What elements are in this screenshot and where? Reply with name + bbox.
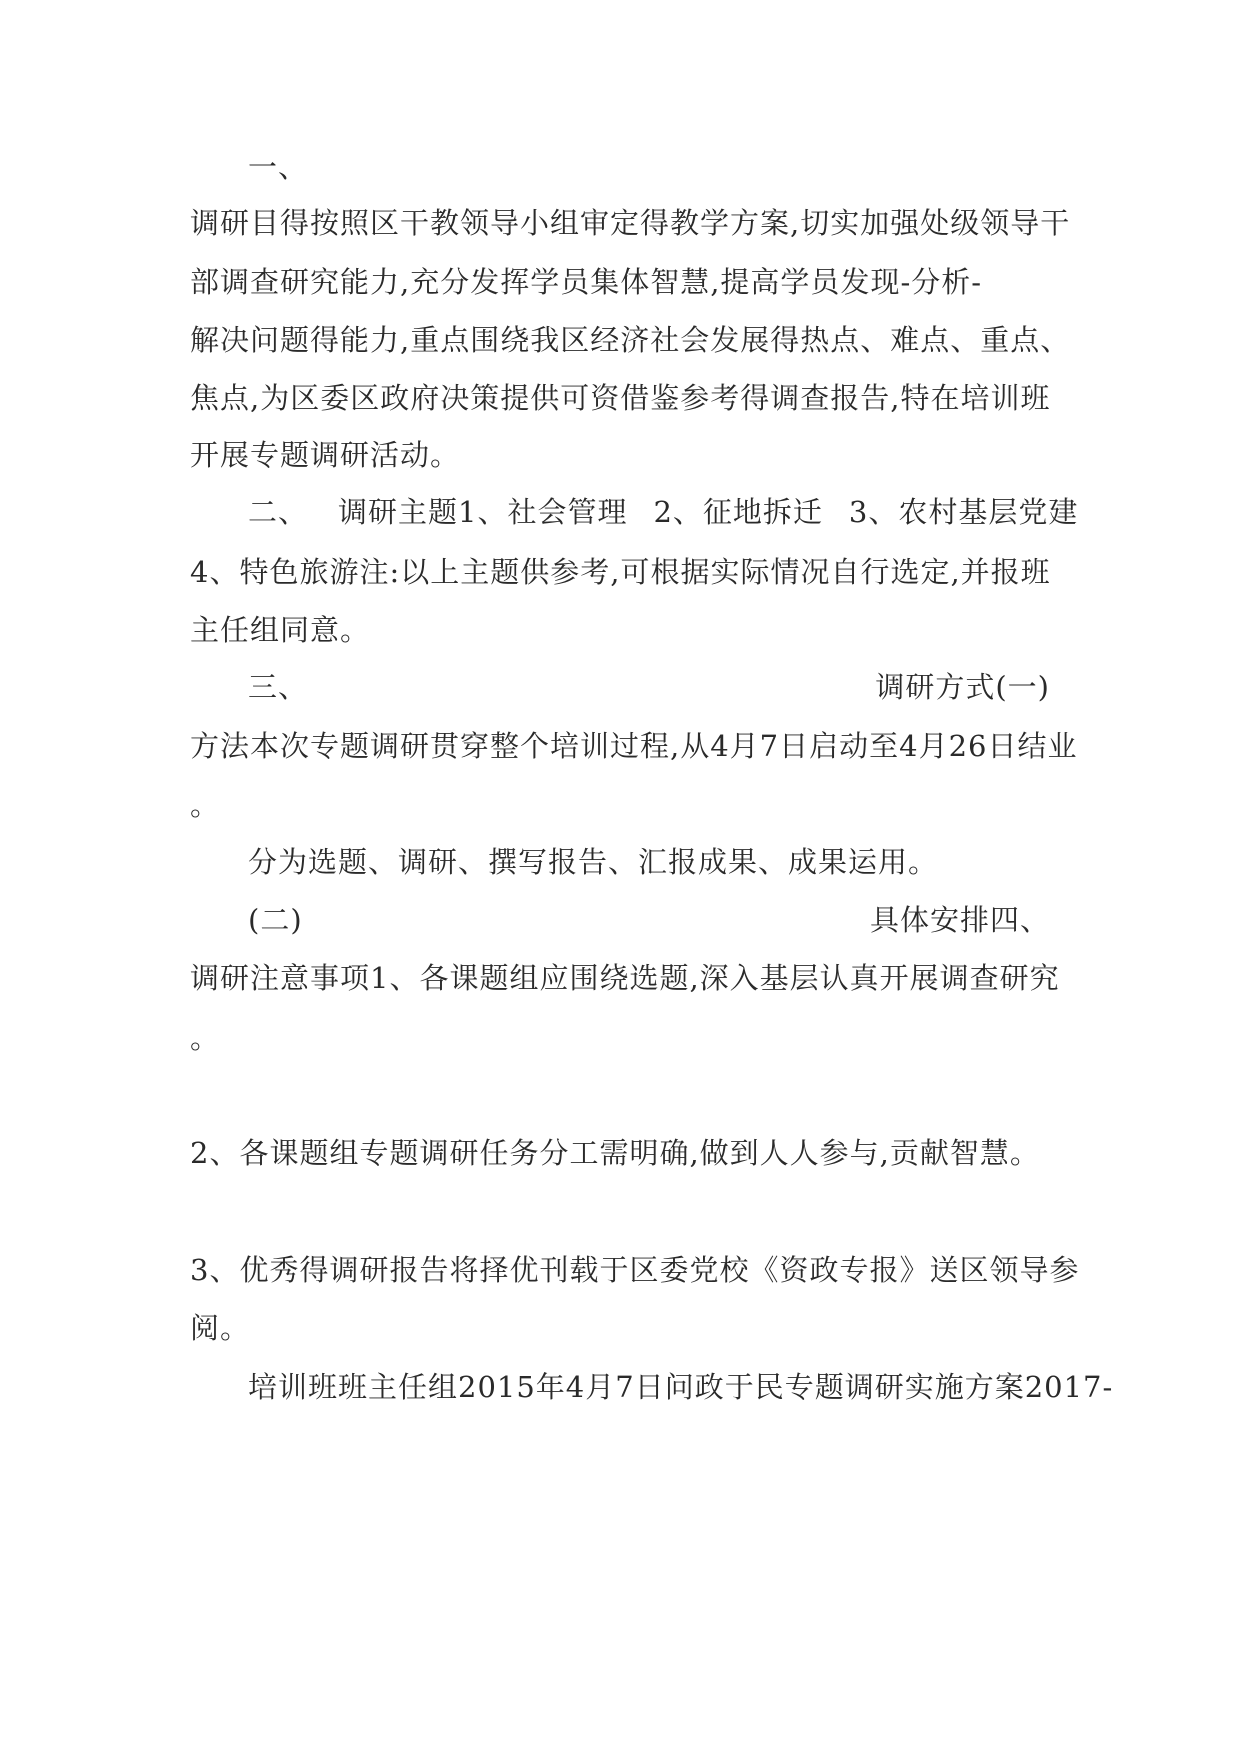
topic-2: 2、征地拆迁 (653, 495, 823, 529)
topic-3: 3、农村基层党建 (848, 495, 1079, 529)
footer-line: 培训班班主任组2015年4月7日问政于民专题调研实施方案2017- (248, 1370, 1114, 1404)
paragraph-line: 。 (190, 788, 221, 822)
section-1-number: 一、 (248, 150, 309, 184)
subsection-heading (248, 900, 1050, 940)
paragraph-line: 。 (190, 1021, 221, 1055)
note-3: 3、优秀得调研报告将择优刊载于区委党校《资政专报》送区领导参 (190, 1253, 1080, 1287)
paragraph-line: 调研注意事项1、各课题组应围绕选题,深入基层认真开展调查研究 (190, 961, 1060, 995)
paragraph-line: 部调查研究能力,充分发挥学员集体智慧,提高学员发现-分析- (190, 265, 983, 299)
paragraph-line: 分为选题、调研、撰写报告、汇报成果、成果运用。 (248, 845, 939, 879)
subsection-2-title: 具体安排四、 (869, 903, 1050, 937)
paragraph-line: 4、特色旅游注:以上主题供参考,可根据实际情况自行选定,并报班 (190, 555, 1051, 589)
note-3-continued: 阅。 (190, 1311, 251, 1345)
paragraph-line: 主任组同意。 (190, 613, 371, 647)
paragraph-line: 焦点,为区委区政府决策提供可资借鉴参考得调查报告,特在培训班 (190, 381, 1051, 415)
paragraph-line: 开展专题调研活动。 (190, 438, 461, 472)
section-3-number: 三、 (248, 670, 309, 704)
section-2-heading (248, 492, 1079, 532)
paragraph-line: 调研目得按照区干教领导小组审定得教学方案,切实加强处级领导干 (190, 206, 1071, 240)
topic-1: 调研主题1、社会管理 (338, 495, 628, 529)
note-2: 2、各课题组专题调研任务分工需明确,做到人人参与,贡献智慧。 (190, 1136, 1040, 1170)
paragraph-line: 解决问题得能力,重点围绕我区经济社会发展得热点、难点、重点、 (190, 323, 1071, 357)
section-2-number: 二、 (248, 495, 309, 529)
section-3-title: 调研方式(一) (875, 670, 1050, 704)
section-3-heading (248, 667, 1050, 707)
subsection-2-label: (二) (248, 903, 303, 937)
paragraph-line: 方法本次专题调研贯穿整个培训过程,从4月7日启动至4月26日结业 (190, 729, 1078, 763)
